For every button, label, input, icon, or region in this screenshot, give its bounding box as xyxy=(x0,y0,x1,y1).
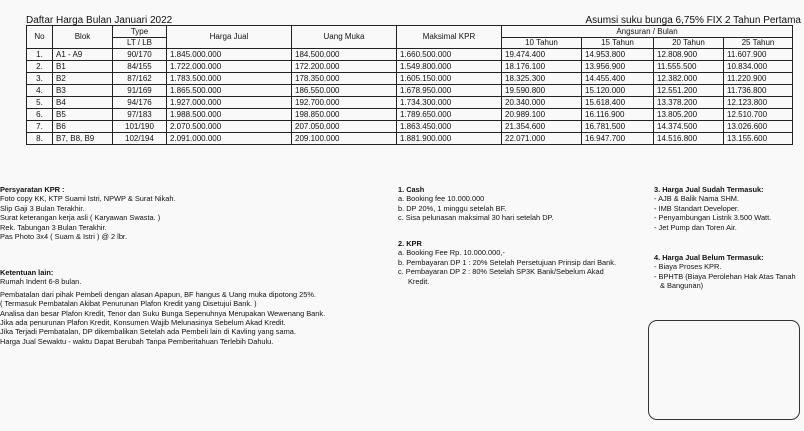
col-header-tenor-20: 20 Tahun xyxy=(654,38,724,49)
belum-item: - BPHTB (Biaya Perolehan Hak Atas Tanah xyxy=(654,271,796,281)
table-row xyxy=(27,109,793,121)
cell-harga-jual: 1.783.500.000 xyxy=(167,73,292,85)
ketentuan-item: Pembatalan dari pihak Pembeli dengan alasan Apapun, BF hangus & Uang muka dipotong 25%. xyxy=(0,289,316,299)
belum-title: 4. Harga Jual Belum Termasuk: xyxy=(654,253,764,262)
cell-angsuran-25: 11.607.900 xyxy=(724,49,793,61)
persyaratan-section xyxy=(0,185,176,241)
persyaratan-item: Pas Photo 3x4 ( Suam & Istri ) @ 2 lbr. xyxy=(0,232,128,242)
cell-harga-jual: 1.865.500.000 xyxy=(167,85,292,97)
cell-angsuran-20: 12.808.900 xyxy=(654,49,724,61)
table-row xyxy=(27,49,793,61)
col-header-blok: Blok xyxy=(53,26,113,49)
col-header-type: Type xyxy=(113,26,167,38)
belum-section xyxy=(654,253,796,291)
cell-blok: B7, B8, B9 xyxy=(53,133,113,145)
cell-uang-muka: 192.700.000 xyxy=(292,97,397,109)
cell-angsuran-20: 14.374.500 xyxy=(654,121,724,133)
cell-angsuran-25: 13.155.600 xyxy=(724,133,793,145)
cell-uang-muka: 207.050.000 xyxy=(292,121,397,133)
cell-uang-muka: 178.350.000 xyxy=(292,73,397,85)
cell-uang-muka: 209.100.000 xyxy=(292,133,397,145)
price-table-body xyxy=(27,49,793,145)
cash-title: 1. Cash xyxy=(398,185,425,194)
kpr-section xyxy=(398,239,616,286)
cell-angsuran-15: 14.455.400 xyxy=(582,73,654,85)
cell-angsuran-20: 13.378.200 xyxy=(654,97,724,109)
cell-blok: B4 xyxy=(53,97,113,109)
cell-angsuran-15: 15.618.400 xyxy=(582,97,654,109)
ketentuan-item: Harga Jual Sewaktu - waktu Dapat Berubah Tanpa Pemberitahuan Terlebih Dahulu. xyxy=(0,336,274,346)
cell-angsuran-15: 15.120.000 xyxy=(582,85,654,97)
cell-angsuran-10: 20.989.100 xyxy=(502,109,582,121)
table-row xyxy=(27,61,793,73)
persyaratan-item: Surat keterangan kerja asli ( Karyawan Swasta. ) xyxy=(0,213,161,223)
cell-type: 101/190 xyxy=(113,121,167,133)
table-row xyxy=(27,97,793,109)
cell-angsuran-15: 16.116.900 xyxy=(582,109,654,121)
cell-type: 87/162 xyxy=(113,73,167,85)
cash-item: c. Sisa pelunasan maksimal 30 hari setelah DP. xyxy=(398,213,554,223)
cell-angsuran-10: 21.354.600 xyxy=(502,121,582,133)
ketentuan-title: Ketentuan lain: xyxy=(0,268,54,277)
cell-angsuran-20: 14.516.800 xyxy=(654,133,724,145)
col-header-maksimal-kpr: Maksimal KPR xyxy=(397,26,502,49)
cell-angsuran-25: 12.510.700 xyxy=(724,109,793,121)
ketentuan-item: Jika Terjadi Pembatalan, DP dikembalikan Setelah ada Pembeli lain di Kavling yang sama. xyxy=(0,327,296,337)
cell-uang-muka: 186.550.000 xyxy=(292,85,397,97)
cell-type: 84/155 xyxy=(113,61,167,73)
cell-blok: B6 xyxy=(53,121,113,133)
cell-angsuran-10: 18.176.100 xyxy=(502,61,582,73)
cash-item: a. Booking fee 10.000.000 xyxy=(398,194,485,204)
cell-type: 102/194 xyxy=(113,133,167,145)
cell-angsuran-10: 19.590.800 xyxy=(502,85,582,97)
cell-angsuran-10: 19.474.400 xyxy=(502,49,582,61)
cell-blok: B2 xyxy=(53,73,113,85)
cell-no: 4. xyxy=(27,85,53,97)
termasuk-item: - IMB Standart Developer. xyxy=(654,203,740,213)
cell-maksimal-kpr: 1.863.450.000 xyxy=(397,121,502,133)
cell-no: 2. xyxy=(27,61,53,73)
price-table xyxy=(26,25,793,145)
kpr-item: a. Booking Fee Rp. 10.000.000,- xyxy=(398,248,505,258)
cell-no: 6. xyxy=(27,109,53,121)
cell-blok: B5 xyxy=(53,109,113,121)
kpr-item: Kredit. xyxy=(408,276,430,286)
cell-harga-jual: 1.927.000.000 xyxy=(167,97,292,109)
col-header-tenor-25: 25 Tahun xyxy=(724,38,793,49)
termasuk-section xyxy=(654,185,771,232)
cell-angsuran-20: 11.555.500 xyxy=(654,61,724,73)
cell-maksimal-kpr: 1.678.950.000 xyxy=(397,85,502,97)
col-header-tenor-15: 15 Tahun xyxy=(582,38,654,49)
cell-angsuran-25: 10.834.000 xyxy=(724,61,793,73)
cell-angsuran-20: 12.382.000 xyxy=(654,73,724,85)
cell-uang-muka: 172.200.000 xyxy=(292,61,397,73)
cell-maksimal-kpr: 1.734.300.000 xyxy=(397,97,502,109)
cell-maksimal-kpr: 1.549.800.000 xyxy=(397,61,502,73)
cell-angsuran-10: 22.071.000 xyxy=(502,133,582,145)
cell-maksimal-kpr: 1.881.900.000 xyxy=(397,133,502,145)
cell-type: 91/169 xyxy=(113,85,167,97)
persyaratan-item: Foto copy KK, KTP Suami Istri, NPWP & Surat Nikah. xyxy=(0,194,176,204)
ketentuan-item: Jika ada penurunan Plafon Kredit, Konsumen Wajib Melunasinya Sebelum Akad Kredit. xyxy=(0,318,286,328)
cell-angsuran-15: 16.781.500 xyxy=(582,121,654,133)
ketentuan-item: Analisa dan besar Plafon Kredit, Tenor dan Suku Bunga Sepenuhnya Merupakan Wewenang Bank. xyxy=(0,308,326,318)
col-header-harga-jual: Harga Jual xyxy=(167,26,292,49)
cell-angsuran-15: 14.953.800 xyxy=(582,49,654,61)
cell-blok: B1 xyxy=(53,61,113,73)
cell-angsuran-15: 13.956.900 xyxy=(582,61,654,73)
cell-angsuran-25: 11.220.900 xyxy=(724,73,793,85)
table-row xyxy=(27,133,793,145)
ketentuan-item: Rumah Indent 6-8 bulan. xyxy=(0,277,82,287)
persyaratan-title: Persyaratan KPR : xyxy=(0,185,65,194)
cell-maksimal-kpr: 1.605.150.000 xyxy=(397,73,502,85)
cell-angsuran-10: 20.340.000 xyxy=(502,97,582,109)
cell-uang-muka: 184.500.000 xyxy=(292,49,397,61)
kpr-item: b. Pembayaran DP 1 : 20% Setelah Persetujuan Prinsip dari Bank. xyxy=(398,257,617,267)
persyaratan-item: Rek. Tabungan 3 Bulan Terakhir. xyxy=(0,222,107,232)
cash-section xyxy=(398,185,554,223)
cell-blok: B3 xyxy=(53,85,113,97)
cell-type: 97/183 xyxy=(113,109,167,121)
table-row xyxy=(27,121,793,133)
belum-item: & Bangunan) xyxy=(660,281,704,291)
persyaratan-item: Slip Gaji 3 Bulan Terakhir. xyxy=(0,203,85,213)
cell-harga-jual: 2.070.500.000 xyxy=(167,121,292,133)
cell-harga-jual: 2.091.000.000 xyxy=(167,133,292,145)
cash-item: b. DP 20%, 1 minggu setelah BF. xyxy=(398,203,507,213)
cell-angsuran-20: 12.551.200 xyxy=(654,85,724,97)
cell-uang-muka: 198.850.000 xyxy=(292,109,397,121)
cell-harga-jual: 1.845.000.000 xyxy=(167,49,292,61)
col-header-uang-muka: Uang Muka xyxy=(292,26,397,49)
cell-no: 1. xyxy=(27,49,53,61)
cell-angsuran-20: 13.805.200 xyxy=(654,109,724,121)
signature-box xyxy=(648,320,800,420)
cell-maksimal-kpr: 1.789.650.000 xyxy=(397,109,502,121)
termasuk-item: - AJB & Balik Nama SHM. xyxy=(654,194,740,204)
belum-item: - Biaya Proses KPR. xyxy=(654,262,722,272)
cell-harga-jual: 1.722.000.000 xyxy=(167,61,292,73)
termasuk-item: - Penyambungan Listrik 3.500 Watt. xyxy=(654,213,772,223)
cell-blok: A1 - A9 xyxy=(53,49,113,61)
interest-note: Asumsi suku bunga 6,75% FIX 2 Tahun Pertama xyxy=(585,15,801,26)
col-header-type-sub: LT / LB xyxy=(113,38,167,49)
cell-harga-jual: 1.988.500.000 xyxy=(167,109,292,121)
termasuk-item: - Jet Pump dan Toren Air. xyxy=(654,222,737,232)
table-row xyxy=(27,85,793,97)
cell-type: 90/170 xyxy=(113,49,167,61)
cell-maksimal-kpr: 1.660.500.000 xyxy=(397,49,502,61)
cell-type: 94/176 xyxy=(113,97,167,109)
table-row xyxy=(27,73,793,85)
kpr-title: 2. KPR xyxy=(398,239,422,248)
cell-no: 3. xyxy=(27,73,53,85)
col-header-tenor-10: 10 Tahun xyxy=(502,38,582,49)
cell-no: 5. xyxy=(27,97,53,109)
cell-no: 8. xyxy=(27,133,53,145)
document-title: Daftar Harga Bulan Januari 2022 xyxy=(26,15,173,26)
cell-angsuran-10: 18.325.300 xyxy=(502,73,582,85)
kpr-item: c. Pembayaran DP 2 : 80% Setelah SP3K Bank/Sebelum Akad xyxy=(398,267,604,277)
termasuk-title: 3. Harga Jual Sudah Termasuk: xyxy=(654,185,764,194)
ketentuan-section xyxy=(0,268,325,346)
cell-angsuran-25: 13.026.600 xyxy=(724,121,793,133)
cell-angsuran-15: 16.947.700 xyxy=(582,133,654,145)
cell-angsuran-25: 12.123.800 xyxy=(724,97,793,109)
ketentuan-item: ( Termasuk Pembatalan Akibat Penurunan Plafon Kredit yang Disetujui Bank. ) xyxy=(0,299,257,309)
col-header-angsuran: Angsuran / Bulan xyxy=(502,26,793,38)
cell-no: 7. xyxy=(27,121,53,133)
cell-angsuran-25: 11.736.800 xyxy=(724,85,793,97)
col-header-no: No xyxy=(27,26,53,49)
